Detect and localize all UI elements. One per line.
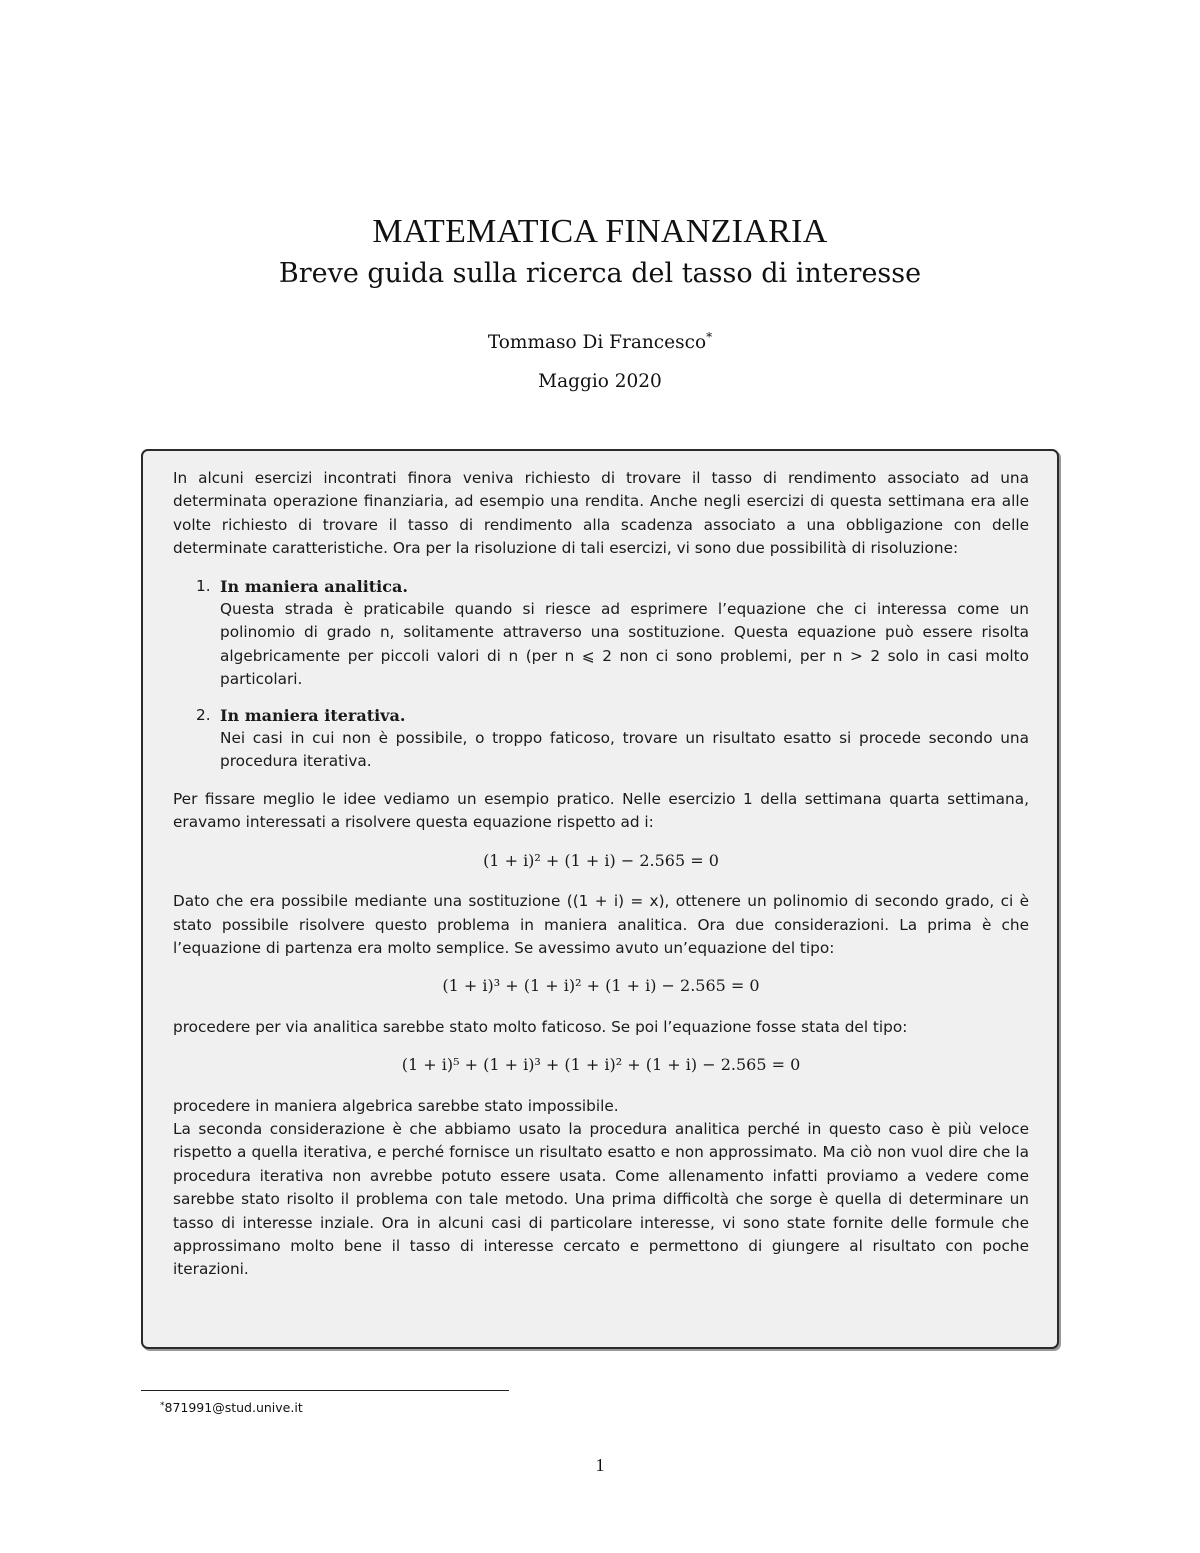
substitution-paragraph: Dato che era possibile mediante una sostituzione ((1 + i) = x), ottenere un polinomio di secondo grado, ci è stato possibile risolvere questo problema in maniera analitica. Ora due considerazioni. La prima è che l’equazione di partenza era molto semplice. Se avessimo avuto un’equazione del tipo: — [173, 892, 1029, 957]
list-item-number: 1. — [196, 576, 211, 595]
example-paragraph: Per fissare meglio le idee vediamo un esempio pratico. Nelle esercizio 1 della settimana quarta settimana, eravamo interessati a risolvere questa equazione rispetto ad i: — [173, 789, 1029, 832]
list-item — [173, 575, 1029, 692]
equation-2: (1 + i)³ + (1 + i)² + (1 + i) − 2.565 = 0 — [442, 976, 760, 996]
methods-list — [173, 575, 1029, 774]
document-title: MATEMATICA FINANZIARIA — [372, 213, 828, 250]
summary-box-content — [173, 467, 1029, 1282]
list-item-body: Questa strada è praticabile quando si riesce ad esprimere l’equazione che ci interessa come un polinomio di grado n, solitamente attraverso una sostituzione. Questa equazione può essere risolta algebricamente per piccoli valori di n (per n ⩽ 2 non ci sono problemi, per n > 2 solo in casi molto particolari. — [220, 600, 1029, 689]
author-footnote-mark: * — [706, 330, 713, 344]
equation-3: (1 + i)⁵ + (1 + i)³ + (1 + i)² + (1 + i) − 2.565 = 0 — [401, 1055, 801, 1075]
document-date: Maggio 2020 — [538, 371, 662, 392]
author-line — [0, 323, 1200, 357]
summary-box — [141, 449, 1059, 1349]
analytic-tedious-paragraph: procedere per via analitica sarebbe stato molto faticoso. Se poi l’equazione fosse stata del tipo: — [173, 1017, 908, 1036]
list-item-number: 2. — [196, 705, 211, 724]
list-item-heading: In maniera iterativa. — [220, 705, 406, 725]
algebraic-impossible-paragraph: procedere in maniera algebrica sarebbe stato impossibile. — [173, 1096, 619, 1115]
author-name: Tommaso Di Francesco — [487, 332, 707, 353]
list-item — [173, 704, 1029, 774]
page-number: 1 — [595, 1455, 605, 1475]
footnote-mark: * — [160, 1401, 165, 1411]
footnote — [160, 1397, 303, 1417]
intro-paragraph: In alcuni esercizi incontrati finora veniva richiesto di trovare il tasso di rendimento associato ad una determinata operazione finanziaria, ad esempio una rendita. Anche negli esercizi di questa settimana era alle volte richiesto di trovare il tasso di rendimento alla scadenza associato a una obbligazione con delle determinate caratteristiche. Ora per la risoluzione di tali esercizi, vi sono due possibilità di risoluzione: — [173, 469, 1029, 558]
list-item-body: Nei casi in cui non è possibile, o troppo faticoso, trovare un risultato esatto si procede secondo una procedura iterativa. — [220, 729, 1029, 771]
footnote-email: 871991@stud.unive.it — [164, 1400, 303, 1415]
list-item-heading: In maniera analitica. — [220, 576, 408, 596]
equation-1: (1 + i)² + (1 + i) − 2.565 = 0 — [483, 850, 719, 870]
document-subtitle: Breve guida sulla ricerca del tasso di interesse — [278, 258, 922, 289]
footnote-rule — [141, 1390, 509, 1391]
second-consideration-paragraph: La seconda considerazione è che abbiamo usato la procedura analitica perché in questo caso è più veloce rispetto a quella iterativa, e perché fornisce un risultato esatto e non approssimato. Ma ciò non vuol dire che la procedura iterativa non avrebbe potuto essere usata. Come allenamento infatti proviamo a vedere come sarebbe stato risolto il problema con tale metodo. Una prima difficoltà che sorge è quella di determinare un tasso di interesse inziale. Ora in alcuni casi di particolare interesse, vi sono state fornite delle formule che approssimano molto bene il tasso di interesse cercato e permettono di giungere al risultato con poche iterazioni. — [173, 1119, 1029, 1279]
